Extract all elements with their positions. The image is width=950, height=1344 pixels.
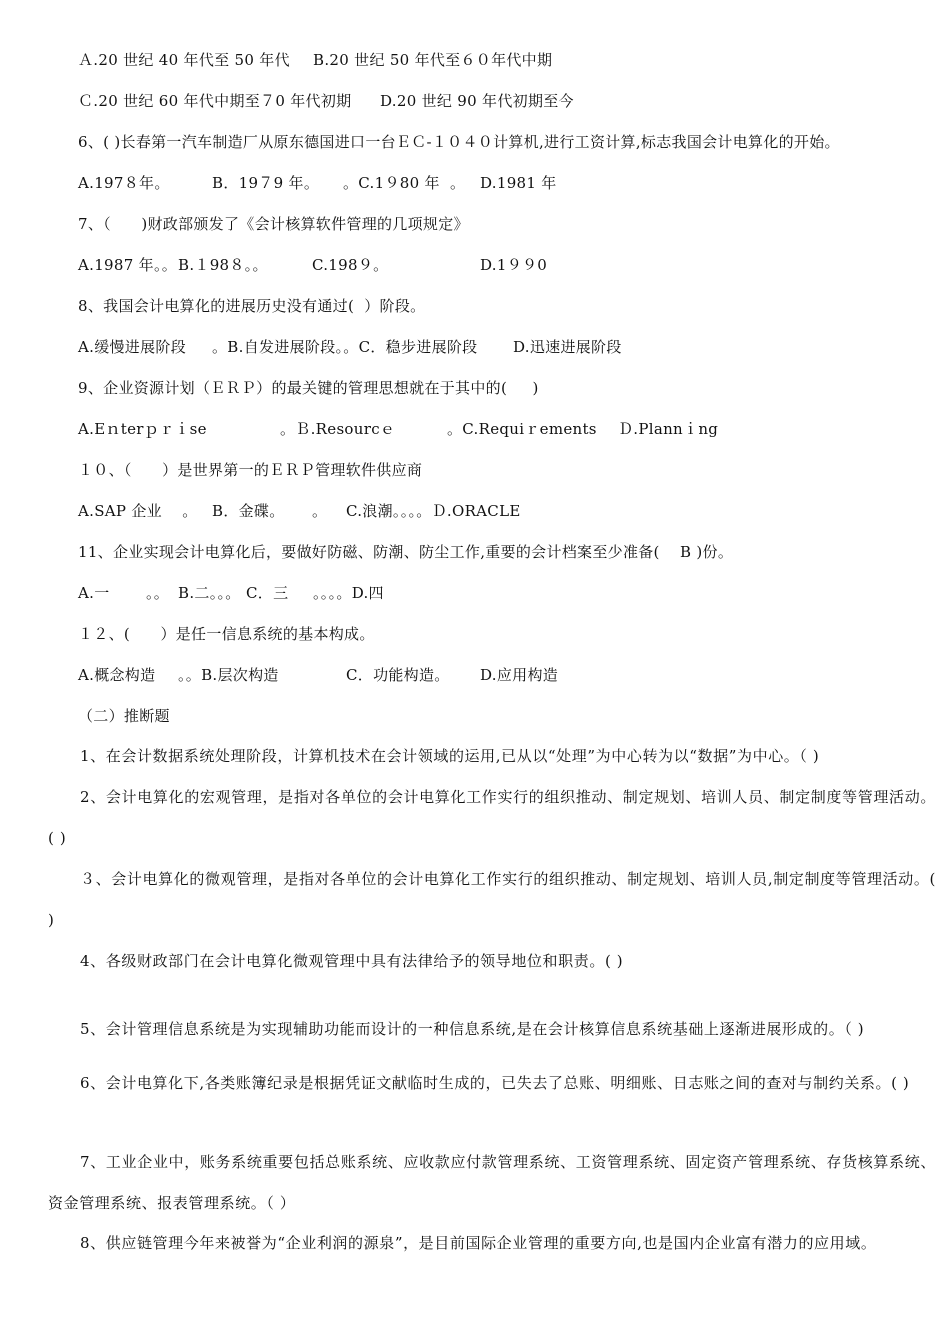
q12-option-a: A.概念构造 — [78, 666, 156, 684]
q9-question: 9、企业资源计划（ＥＲＰ）的最关键的管理思想就在于其中的( ) — [78, 379, 539, 397]
q5-option-b: B.20 世纪 50 年代至６０年代中期 — [313, 51, 553, 69]
q5-option-a: Ａ.20 世纪 40 年代至 50 年代 — [78, 51, 290, 69]
q7-option-a: A.1987 年。。 — [78, 256, 178, 274]
q9-option-c: 。C.Requiｒements — [447, 420, 597, 438]
q5-option-d: D.20 世纪 90 年代初期至今 — [380, 92, 574, 110]
judge-item-8: 8、供应链管理今年来被誉为“企业利润的源泉”，是目前国际企业管理的重要方向,也是国内企业富有潜力的应用域。 — [80, 1234, 877, 1252]
q11-dots: 。。 — [146, 584, 170, 602]
judge-item-4: 4、各级财政部门在会计电算化微观管理中具有法律给予的领导地位和职责。( ) — [80, 952, 624, 970]
q10-option-b: B．金碟。 — [212, 502, 285, 520]
judge-item-5: 5、会计管理信息系统是为实现辅助功能而设计的一种信息系统,是在会计核算信息系统基础上逐渐进展形成的。（ ) — [80, 1020, 865, 1038]
judge-item-6: 6、会计电算化下,各类账簿纪录是根据凭证文献临时生成的，已失去了总账、明细账、日志账之间的查对与制约关系。( ) — [80, 1074, 910, 1092]
section-heading: （二）推断题 — [78, 707, 170, 725]
q12-question: １２、( ）是任一信息系统的基本构成。 — [78, 625, 375, 643]
q8-option-a: A.缓慢进展阶段 — [78, 338, 187, 356]
q7-option-d: D.1９９0 — [480, 256, 548, 274]
q7-option-b: B.１98８。。 — [178, 256, 268, 274]
q11-question: 11、企业实现会计电算化后，要做好防磁、防潮、防尘工作,重要的会计档案至少准备( B )份。 — [78, 543, 734, 561]
q8-option-bc: 。B.自发进展阶段。。C．稳步进展阶段 — [212, 338, 478, 356]
judge-item-7: 7、工业企业中，账务系统重要包括总账系统、应收款应付款管理系统、工资管理系统、固定资产管理系统、存货核算系统、资金管理系统、报表管理系统。（ ） — [48, 1153, 936, 1212]
q12-option-d: D.应用构造 — [480, 666, 559, 684]
q5-option-c: Ｃ.20 世纪 60 年代中期至７0 年代初期 — [78, 92, 352, 110]
judge-item-1: 1、在会计数据系统处理阶段，计算机技术在会计领域的运用,已从以“处理”为中心转为以“数据”为中心。（ ) — [80, 747, 820, 765]
q11-option-d: 。。。。D.四 — [313, 584, 384, 602]
q6-question: 6、( )长春第一汽车制造厂从原东德国进口一台ＥＣ-１０４０计算机,进行工资计算,标志我国会计电算化的开始。 — [78, 133, 840, 151]
q12-option-b: 。。B.层次构造 — [178, 666, 279, 684]
q11-option-b: B.二。。。 — [178, 584, 241, 602]
q10-option-a: A.SAP 企业 。 — [78, 502, 198, 520]
q12-option-c: C．功能构造。 — [346, 666, 450, 684]
judge-item-3: ３、会计电算化的微观管理，是指对各单位的会计电算化工作实行的组织推动、制定规划、培训人员,制定制度等管理活动。( ) — [48, 870, 936, 929]
judge-item-2: 2、会计电算化的宏观管理，是指对各单位的会计电算化工作实行的组织推动、制定规划、培训人员、制定制度等管理活动。( ) — [48, 788, 936, 847]
q6-option-a: A.197８年。 — [78, 174, 170, 192]
q11-option-a: A.一 — [78, 584, 110, 602]
q10-dot: 。 — [312, 502, 328, 520]
q6-option-d: D.1981 年 — [480, 174, 557, 192]
q8-option-d: D.迅速进展阶段 — [513, 338, 622, 356]
q9-option-d: Ｄ.Plannｉng — [618, 420, 719, 438]
q6-option-b: B．19７9 年。 — [212, 174, 320, 192]
q9-option-a: A.Eｎterｐｒｉse — [78, 420, 207, 438]
q8-question: 8、我国会计电算化的进展历史没有通过( ）阶段。 — [78, 297, 426, 315]
q9-option-b: 。Ｂ.Resourcｅ — [280, 420, 396, 438]
q7-question: 7、（ )财政部颁发了《会计核算软件管理的几项规定》 — [78, 215, 469, 233]
q10-question: １０、（ ）是世界第一的ＥＲＰ管理软件供应商 — [78, 461, 423, 479]
q11-option-c: C．三 — [246, 584, 289, 602]
q7-option-c: C.198９。 — [312, 256, 389, 274]
q6-option-c: 。C.1９80 年 。 — [343, 174, 466, 192]
q10-option-cd: C.浪潮。。。。Ｄ.ORACLE — [346, 502, 521, 520]
